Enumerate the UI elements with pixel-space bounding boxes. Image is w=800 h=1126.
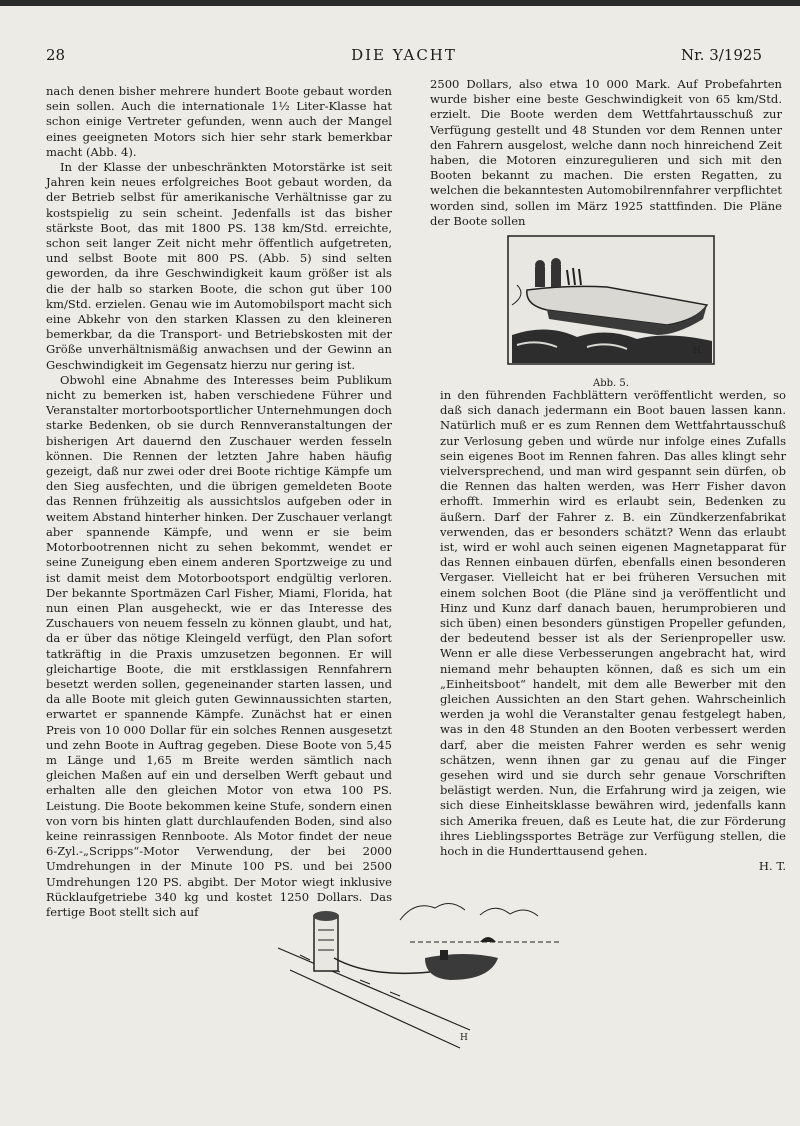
paragraph: Obwohl eine Abnahme des Interesses beim Publikum nicht zu bemerken ist, haben verschiedene Führer und Veranstalter mortorbootsportlicher Unternehmungen doch starke Bedenken, ob sie durch Rennveranstaltungen der bisherigen Art dauernd den Zuschauer werden fesseln können. Die Rennen der letzten Jahre haben häufig gezeigt, daß nur zwei oder drei Boote richtige Kämpfe um den Sieg ausfechten, und die übrigen gemeldeten Boote das Rennen frühzeitig als aussichtslos aufgeben oder in weitem Abstand hinterher hinken. Der Zuschauer verlangt aber spannende Kämpfe, und wenn er sie beim Motorbootrennen nicht zu sehen bekommt, wendet er seine Zuneigung eben einem anderen Sportzweige zu und ist damit meist dem Motorbootsport endgültig verloren. Der bekannte Sportmäzen Carl Fisher, Miami, Florida, hat nun einen Plan ausgeheckt, wie er das Interesse des Zuschauers von neuem fesseln zu können glaubt, und hat, da er über das nötige Kleingeld verfügt, den Plan sofort tatkräftig in die Praxis umzusetzen begonnen. Er will gleichartige Boote, die mit erstklassigen Rennfahrern besetzt werden sollen, gegeneinander starten lassen, und da alle Boote mit gleich guten Gewinnaussichten starten, erwartet er spannende Kämpfe. Zunächst hat er einen Preis von 10 000 Dollar für ein solches Rennen ausgesetzt und zehn Boote in Auftrag gegeben. Diese Boote von 5,45 m Länge und 1,65 m Breite werden sämtlich nach gleichen Maßen auf ein und derselben Werft gebaut und erhalten alle den gleichen Motor von etwa 100 PS. Leistung. Die Boote bekommen keine Stufe, sondern einen von vorn bis hinten glatt durchlaufenden Boden, sind also keine reinrassigen Rennboote. Als Motor findet der neue 6-Zyl.-„Scripps“-Motor Verwendung, der bei 2000 Umdrehungen in der Minute 100 PS. und bei 2500 Umdrehungen 120 PS. abgibt. Der Motor wiegt inklusive Rücklaufgetriebe 340 kg und kostet 1250 Dollars. Das fertige Boot stellt sich auf bbox=[46, 372, 392, 919]
paragraph: 2500 Dollars, also etwa 10 000 Mark. Auf Probefahrten wurde bisher eine beste Geschwindigkeit von 65 km/Std. erzielt. Die Boote werden dem Wettfahrtausschuß zur Verfügung gestellt und 48 Stunden vor dem Rennen unter den Fahrern ausgelost, welche dann noch hinreichend Zeit haben, die Motoren einzuregulieren und sich mit den Booten bekannt zu machen. Die ersten Regatten, zu welchen die bekanntesten Automobilrennfahrer verpflichtet worden sind, sollen im März 1925 stattfinden. Die Pläne der Boote sollen bbox=[430, 77, 782, 228]
paragraph: In der Klasse der unbeschränkten Motorstärke ist seit Jahren kein neues erfolgreiches Boot gebaut worden, da der Betrieb selbst für amerikanische Verhältnisse gar zu kostspielig zu sein scheint. Jedenfalls ist das bisher stärkste Boot, das mit 1800 PS. 138 km/Std. erreichte, schon seit langer Zeit nicht mehr öffentlich aufgetreten, und selbst Boote mit 800 PS. (Abb. 5) sind selten geworden, da ihre Geschwindigkeit kaum größer ist als die der halb so starken Boote, die schon gut über 100 km/Std. erzielen. Genau wie im Automobilsport macht sich eine Abkehr von den starken Klassen zu den kleineren bemerkbar, da die Transport- und Betriebskosten mit der Größe unverhältnismäßig anwachsen und der Gewinn an Geschwindigkeit im Gegensatz hierzu nur gering ist. bbox=[46, 160, 392, 372]
paragraph: in den führenden Fachblättern veröffentlicht werden, so daß sich danach jedermann ein Boot bauen lassen kann. Natürlich muß er es zum Rennen dem Wettfahrtausschuß zur Verlosung geben und würde nur infolge eines Zufalls sein eigenes Boot im Rennen fahren. Das alles klingt sehr vielversprechend, und man wird gespannt sein dürfen, ob die Rennen das halten werden, was Herr Fisher davon erhofft. Immerhin wird es erlaubt sein, Bedenken zu äußern. Darf der Fahrer z. B. ein Zündkerzenfabrikat verwenden, das er besonders schätzt? Wenn das erlaubt ist, wird er wohl auch seinen eigenen Magnetapparat für das Rennen einbauen dürfen, ebenfalls einen besonderen Vergaser. Vielleicht hat er bei früheren Versuchen mit einem solchen Boot (die Pläne sind ja veröffentlicht und Hinz und Kunz darf danach bauen, herumprobieren und sich üben) einen besonders günstigen Propeller gefunden, der bedeutend besser ist als der Serienpropeller usw. Wenn er alle diese Verbesserungen angebracht hat, wird niemand mehr behaupten können, daß es sich um ein „Einheitsboot“ handelt, mit dem alle Bewerber mit den gleichen Aussichten an den Start gehen. Wahrscheinlich werden ja wohl die Veranstalter genau festgelegt haben, was in den 48 Stunden an den Booten verbessert werden darf, aber die meisten Fahrer werden es sehr wenig schätzen, wenn ihnen gar zu genau auf die Finger gesehen wird und sie durch sehr genaue Vorschriften belästigt werden. Nun, die Erfahrung wird ja zeigen, wie sich diese Einheitsklasse bewähren wird, jedenfalls kann sich Amerika freuen, daß es Leute hat, die zur Förderung ihres Lieblingssportes Beträge zur Verfügung stellen, die hoch in die Hunderttausend gehen. bbox=[440, 388, 786, 859]
right-column-bottom bbox=[440, 388, 786, 875]
author-signature: H. T. bbox=[758, 859, 786, 874]
paragraph: nach denen bisher mehrere hundert Boote gebaut worden sein sollen. Auch die internationale 1½ Liter-Klasse hat schon einige Vertreter gefunden, wenn auch der Mangel eines geeigneten Motors sich hier sehr stark bemerkbar macht (Abb. 4). bbox=[46, 84, 392, 159]
figure-speedboat-illustration bbox=[507, 235, 715, 365]
figure-caption: Abb. 5. bbox=[593, 378, 629, 389]
issue-number: Nr. 3/1925 bbox=[681, 46, 762, 64]
harbor-sketch bbox=[270, 880, 570, 1060]
right-column-top bbox=[430, 77, 782, 229]
figure-monogram: H bbox=[693, 346, 701, 356]
bollard-and-boat-drawing bbox=[270, 880, 570, 1060]
page-header bbox=[46, 46, 762, 68]
page-number: 28 bbox=[46, 46, 66, 64]
journal-title: DIE YACHT bbox=[351, 46, 457, 64]
left-column bbox=[46, 84, 392, 920]
sketch-monogram: H bbox=[460, 1033, 468, 1043]
speedboat-drawing bbox=[507, 235, 715, 365]
scan-edge bbox=[0, 0, 800, 6]
